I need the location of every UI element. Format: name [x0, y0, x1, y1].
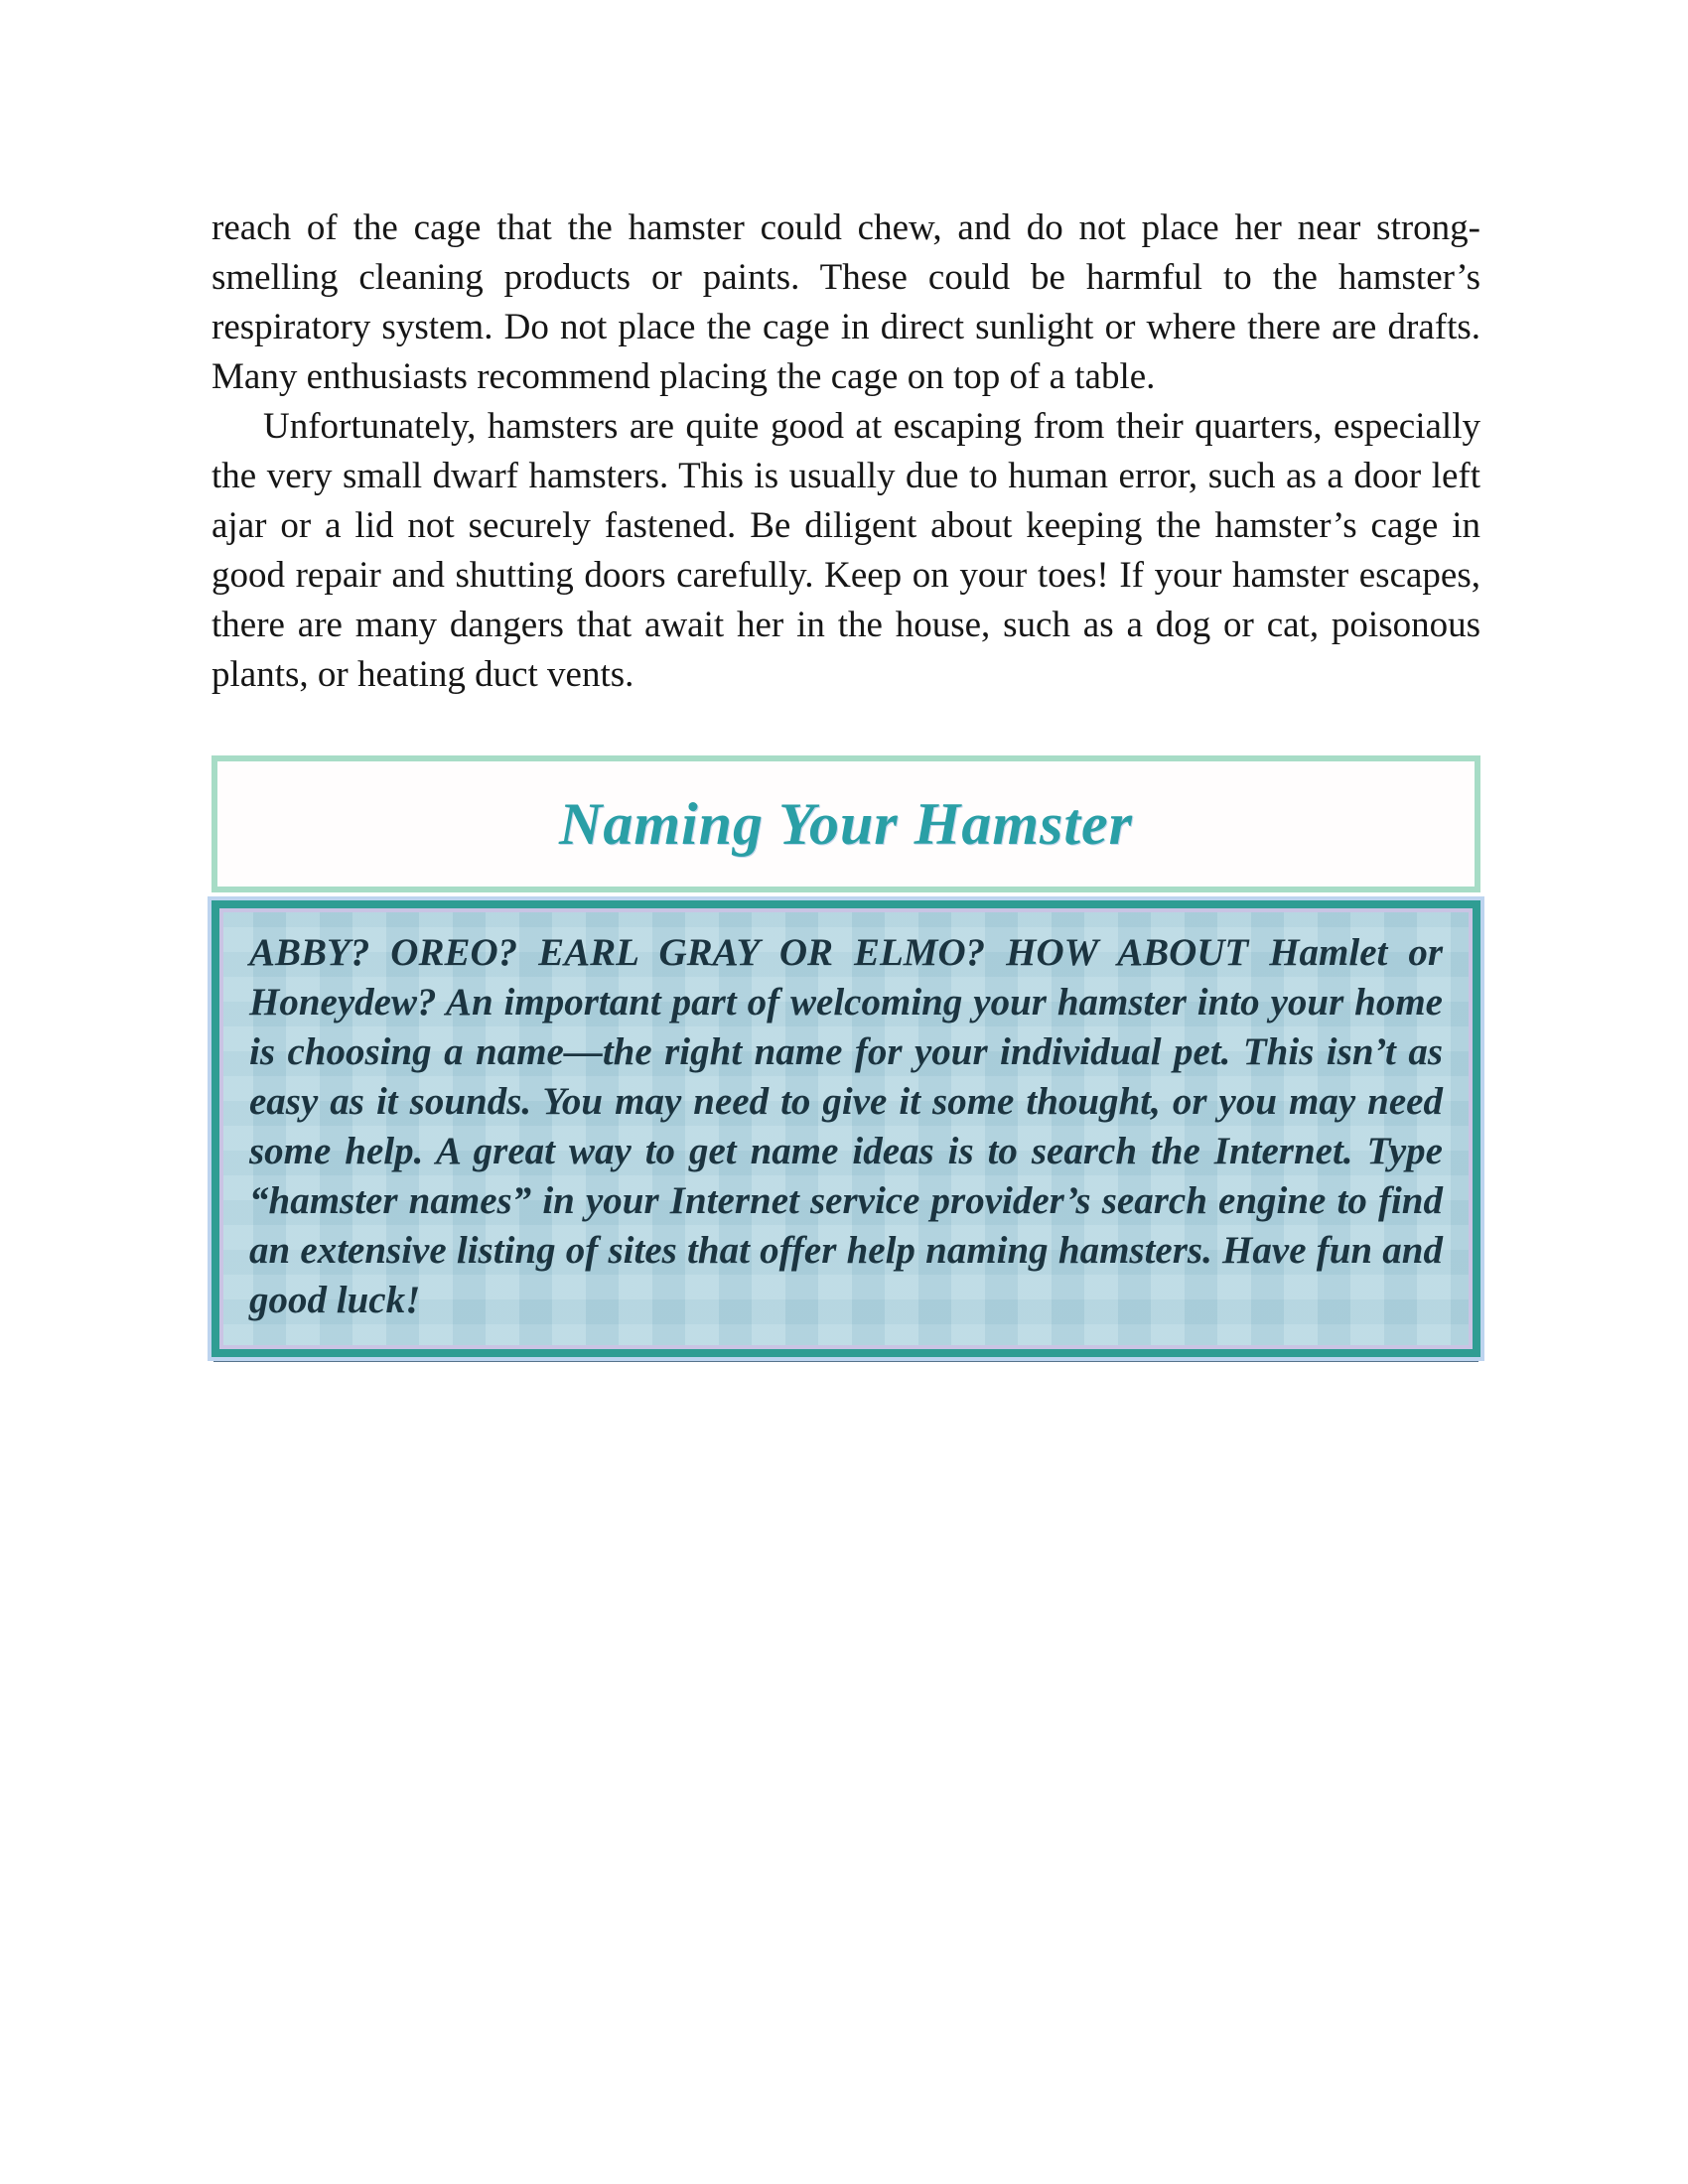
naming-box-title-panel — [211, 755, 1480, 892]
paragraph-escapes: Unfortunately, hamsters are quite good at escaping from their quarters, especially the very small dwarf hamsters. This is usually due to human error, such as a door left ajar or a lid not securely fastened. Be diligent about keeping the hamster’s cage in good repair and shutting doors carefully. Keep on your toes! If your hamster escapes, there are many dangers that await her in the house, such as a dog or cat, poisonous plants, or heating duct vents. — [211, 406, 1480, 695]
book-page — [211, 204, 1480, 1357]
naming-sidebar-box — [211, 755, 1480, 1357]
naming-box-text: ABBY? OREO? EARL GRAY OR ELMO? HOW ABOUT Hamlet or Honeydew? An important part of welcoming your hamster into your home is choosing a name—the right name for your individual pet. This isn’t as easy as it sounds. You may need to give it some thought, or you may need some help. A great way to get name ideas is to search the Internet. Type “hamster names” in your Internet service provider’s search engine to find an extensive listing of sites that offer help naming hamsters. Have fun and good luck! — [249, 931, 1443, 1321]
paragraph-cage-placement: reach of the cage that the hamster could chew, and do not place her near strong-smelling cleaning products or paints. These could be harmful to the hamster’s respiratory system. Do not place the cage in direct sunlight or where there are drafts. Many enthusiasts recommend placing the cage on top of a table. — [211, 207, 1480, 397]
body-text — [211, 204, 1480, 700]
naming-box-title: Naming Your Hamster — [558, 790, 1133, 857]
naming-box-body-panel — [211, 900, 1480, 1357]
